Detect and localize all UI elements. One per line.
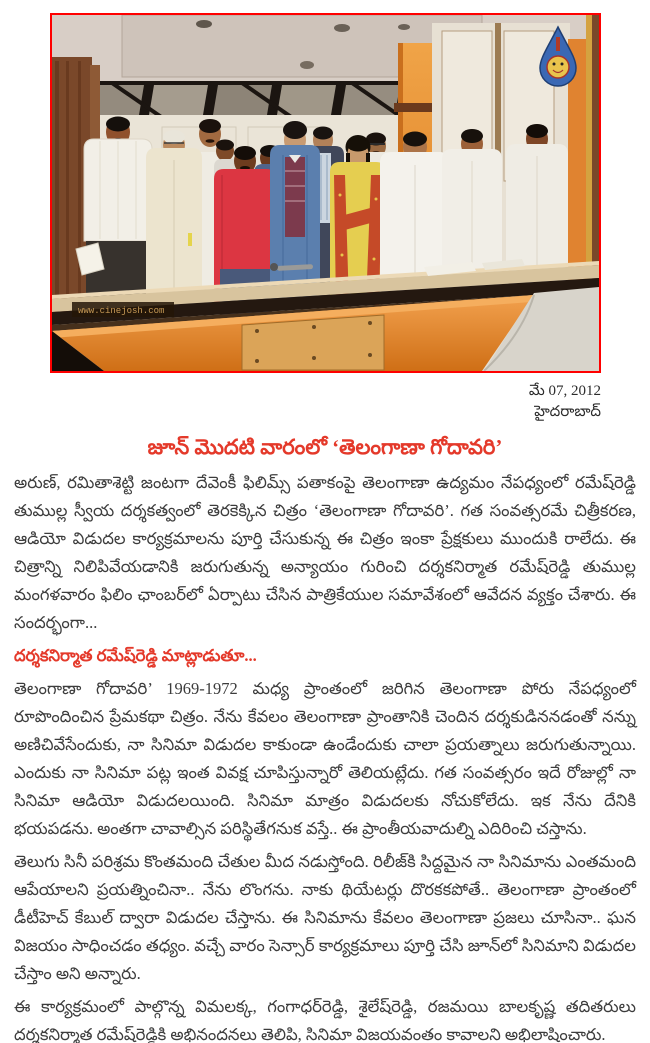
- article-subheading: దర్శకనిర్మాత రమేష్‌రెడ్డి మాట్లాడుతూ...: [14, 646, 257, 665]
- person: [270, 121, 320, 305]
- photo-watermark: [72, 302, 174, 317]
- article-paragraph: తెలుగు సినీ పరిశ్రమ కొంతమంది చేతుల మీద నడుస్తోంది. రిలీజ్‌కి సిద్దమైన నా సినిమాను ఎంతమంది ఆపేయాలని ప్రయత్నించినా.. నేను లొంగను. నాకు థియేటర్లు దొరకకపోతే.. తెలంగాణా ప్రాంతంలో డీటీహెచ్ కేబుల్ ద్వారా విడుదల చేస్తాను. ఈ సినిమాను కేవలం తెలంగాణా ప్రజలు చూసినా.. ఘన విజయం సాధించడం తధ్యం. వచ్చే వారం సెన్సార్ కార్యక్రమాలు పూర్తి చేసి జూన్‌లో సినిమాని విడుదల చేస్తాం అని అన్నారు.: [14, 852, 636, 983]
- article-location: హైదరాబాద్: [534, 404, 601, 420]
- article-headline: జూన్ మొదటి వారంలో ‘తెలంగాణా గోదావరి’: [147, 435, 503, 459]
- article-paragraph: ఈ కార్యక్రమంలో పాల్గొన్న విమలక్క, గంగాధర్‌రెడ్డి, శైలేష్‌రెడ్డి, రజమయి బాలకృష్ణ తదితరులు దర్శకనిర్మాత రమేష్‌రెడ్డికి అభినందనలు తెలిపి, సినిమా విజయవంతం కావాలని అభిలాషించారు.: [14, 997, 636, 1043]
- article-body: [14, 469, 636, 1043]
- article-date: మే 07, 2012: [528, 383, 601, 399]
- person: [146, 130, 202, 311]
- dateline: [529, 381, 601, 423]
- person: [76, 117, 152, 318]
- event-photo[interactable]: [50, 13, 601, 373]
- event-photo-canvas: [52, 15, 599, 371]
- article-paragraph: అరుణ్, రమితాశెట్టి జంటగా దేవెంకీ ఫిలిమ్స్ పతాకంపై తెలంగాణా ఉద్యమం నేపధ్యంలో రమేష్‌రెడ్డి తుముల్ల స్వీయ దర్శకత్వంలో తెరకెక్కిన చిత్రం ‘తెలంగాణా గోదావరి’. గత సంవత్సరమే చిత్రీకరణ, ఆడియో విడుదల కార్యక్రమాలను పూర్తి చేసుకున్న ఈ చిత్రం ఇంకా ప్రేక్షకులు ముందుకి రాలేదు. ఈ చిత్రాన్ని నిలిపివేయడానికి జరుగుతున్న అన్యాయం గురించి దర్శకనిర్మాత రమేష్‌రెడ్డి తుముల్ల మంగళవారం ఫిలిం ఛాంబర్‌లో ఏర్పాటు చేసిన పాత్రికేయుల సమావేశంలో ఆవేదన వ్యక్తం చేశారు. ఈ సందర్భంగా...: [14, 473, 636, 632]
- article-paragraph: తెలంగాణా గోదావరి’ 1969-1972 మధ్య ప్రాంతంలో జరిగిన తెలంగాణా పోరు నేపధ్యంలో రూపొందించిన ప్రేమకథా చిత్రం. నేను కేవలం తెలంగాణా ప్రాంతానికి చెందిన దర్శకుడిననడంతో నన్ను అణిచివేసేందుకు, నా సినిమా విడుదల కాకుండా ఉండేందుకు చాలా ప్రయత్నాలు జరుగుతున్నాయి. ఎందుకు నా సినిమా పట్ల ఇంత వివక్ష చూపిస్తున్నారో తెలియట్లేదు. గత సంవత్సరం ఇదే రోజుల్లో నా సినిమా ఆడియో విడుదలయింది. సినిమా మాత్రం విడుదలకు నోచుకోలేదు. ఇక నేను దేనికి భయపడను. అంతగా చావాల్సిన పరిస్థితేగనుక వస్తే.. ఈ ప్రాంతీయవాదుల్ని ఎదిరించి చస్తాను.: [14, 679, 636, 838]
- watermark-text: www.cinejosh.com: [78, 306, 165, 316]
